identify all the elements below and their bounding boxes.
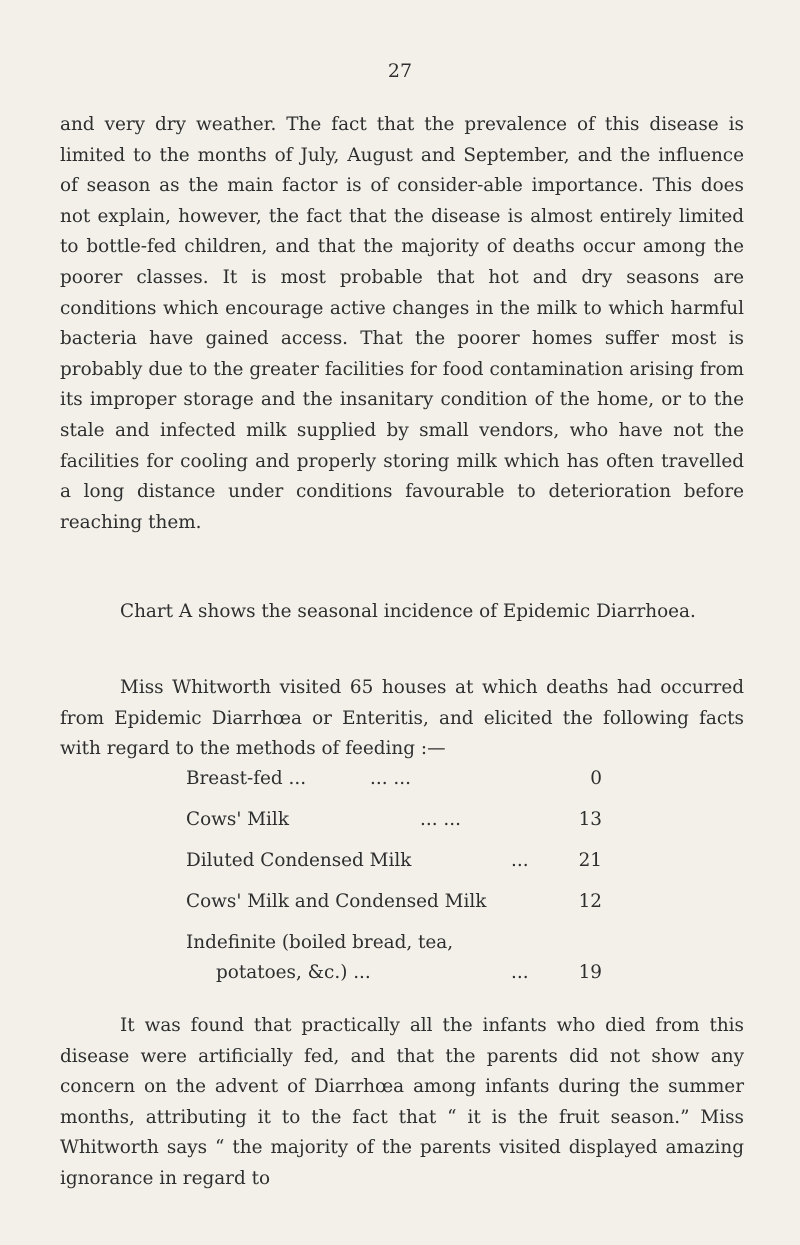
row-label-continued: potatoes, &c.) ... bbox=[216, 962, 371, 983]
feeding-methods-table bbox=[186, 764, 606, 1000]
row-leader-dots: ... bbox=[511, 850, 529, 871]
page-number: 27 bbox=[387, 60, 413, 82]
paragraph-2: Chart A shows the seasonal incidence of Epidemic Diarrhoea. bbox=[120, 601, 696, 622]
row-value: 12 bbox=[578, 891, 602, 912]
table-row bbox=[186, 846, 606, 887]
table-row bbox=[186, 764, 606, 805]
row-label: Breast-fed ... bbox=[186, 768, 307, 789]
table-row bbox=[186, 805, 606, 846]
row-label: Indefinite (boiled bread, tea, bbox=[186, 932, 454, 953]
row-leader-dots: ... ... bbox=[420, 809, 461, 830]
paragraph-1: and very dry weather. The fact that the prevalence of this disease is limited to the months of July, August and September, and the influence of season as the main factor is of consider-able importance. This does not explain, however, the fact that the disease is almost entirely limited to bottle-fed children, and that the majority of deaths occur among the poorer classes. It is most probable that hot and dry seasons are conditions which encourage active changes in the milk to which harmful bacteria have gained access. That the poorer homes suffer most is probably due to the greater facilities for food contamination arising from its improper storage and the insanitary condition of the home, or to the stale and infected milk supplied by small vendors, who have not the facilities for cooling and properly storing milk which has often travelled a long distance under conditions favourable to deterioration before reaching them. bbox=[60, 114, 744, 533]
row-value: 13 bbox=[578, 809, 602, 830]
paragraph-4: It was found that practically all the infants who died from this disease were artificially fed, and that the parents did not show any concern on the advent of Diarrhœa among infants during the summer months, attributing it to the fact that “ it is the fruit season.” Miss Whitworth says “ the majority of the parents visited displayed amazing ignorance in regard to bbox=[60, 1015, 744, 1189]
row-value: 0 bbox=[590, 768, 602, 789]
table-row bbox=[186, 887, 606, 928]
row-value: 19 bbox=[578, 962, 602, 983]
row-value: 21 bbox=[578, 850, 602, 871]
row-label: Diluted Condensed Milk bbox=[186, 850, 412, 871]
table-row bbox=[186, 928, 606, 1000]
row-label: Cows' Milk bbox=[186, 809, 289, 830]
row-label: Cows' Milk and Condensed Milk bbox=[186, 891, 487, 912]
row-leader-dots: ... ... bbox=[370, 768, 411, 789]
paragraph-3: Miss Whitworth visited 65 houses at which deaths had occurred from Epidemic Diarrhœa or Enteritis, and elicited the following facts with regard to the methods of feeding :— bbox=[60, 677, 744, 760]
row-leader-dots: ... bbox=[511, 962, 529, 983]
